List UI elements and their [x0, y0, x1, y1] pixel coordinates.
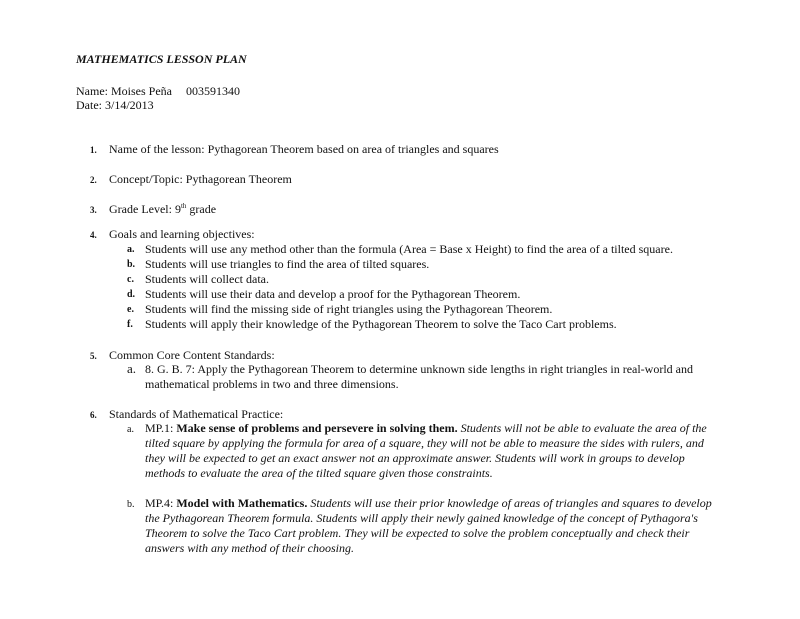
list-letter: e. — [127, 304, 134, 315]
list-letter: a. — [127, 361, 137, 376]
list-item: Students will use any method other than the formula (Area = Base x Height) to find the area of a tilted square. — [145, 242, 673, 256]
list-letter: f. — [127, 319, 133, 330]
list-letter: b. — [127, 259, 136, 270]
section-text: Goals and learning objectives: — [109, 227, 255, 241]
list-item: Students will use their data and develop a proof for the Pythagorean Theorem. — [145, 287, 521, 301]
practice-line: MP.1: Make sense of problems and persevere in solving them. Students will not be able to evaluate the area of the — [145, 421, 707, 435]
section-number: 5. — [90, 351, 97, 361]
ordinal-superscript: th — [180, 202, 187, 210]
list-letter: d. — [127, 289, 136, 300]
section-number: 1. — [90, 145, 97, 155]
list-item: Students will find the missing side of right triangles using the Pythagorean Theorem. — [145, 302, 553, 316]
section-text: Common Core Content Standards: — [109, 348, 275, 362]
section-text: Name of the lesson: Pythagorean Theorem based on area of triangles and squares — [109, 142, 499, 156]
list-letter: a. — [127, 424, 134, 435]
author-name: Name: Moises Peña — [76, 84, 172, 98]
grade-level-text: Grade Level: 9th grade — [109, 202, 217, 216]
practice-line: Theorem to solve the Taco Cart problem. They will be expected to solve the problem conceptually and check their — [145, 526, 690, 540]
student-id: 003591340 — [185, 84, 240, 98]
section-text: Standards of Mathematical Practice: — [109, 407, 284, 421]
practice-line: they will be expected to get an exact answer not an approximate answer. Students will work in groups to develop — [145, 451, 685, 465]
section-text: Concept/Topic: Pythagorean Theorem — [109, 172, 292, 186]
practice-heading: Model with Mathematics. — [176, 496, 308, 510]
date-line: Date: 3/14/2013 — [76, 98, 154, 112]
standard-line: mathematical problems in two and three dimensions. — [145, 377, 399, 391]
section-number: 2. — [90, 175, 97, 185]
section-number: 4. — [90, 230, 97, 240]
practice-line: MP.4: Model with Mathematics. Students will use their prior knowledge of areas of triangles and squares to develop — [145, 496, 712, 510]
practice-line: the Pythagorean Theorem formula. Students will apply their newly gained knowledge of the concept of Pythagora's — [145, 511, 698, 525]
author-line — [76, 84, 240, 98]
practice-line: answers with any method of their choosing. — [145, 541, 354, 555]
list-letter: b. — [127, 499, 135, 510]
practice-line: tilted square by applying the formula for area of a square, they will not be able to measure the sides with rulers, and — [145, 436, 704, 450]
list-item: Students will collect data. — [145, 272, 269, 286]
section-number: 6. — [90, 410, 97, 420]
list-item: Students will apply their knowledge of the Pythagorean Theorem to solve the Taco Cart problems. — [145, 317, 617, 331]
practice-line: methods to evaluate the area of the tilted square given those constraints. — [145, 466, 493, 480]
document-title: MATHEMATICS LESSON PLAN — [76, 52, 247, 66]
list-letter: c. — [127, 274, 134, 285]
section-number: 3. — [90, 205, 97, 215]
list-letter: a. — [127, 244, 135, 255]
list-item: Students will use triangles to find the area of tilted squares. — [145, 257, 430, 271]
standard-line: 8. G. B. 7: Apply the Pythagorean Theorem to determine unknown side lengths in right triangles in real-world and — [145, 362, 694, 376]
practice-heading: Make sense of problems and persevere in solving them. — [176, 421, 458, 435]
